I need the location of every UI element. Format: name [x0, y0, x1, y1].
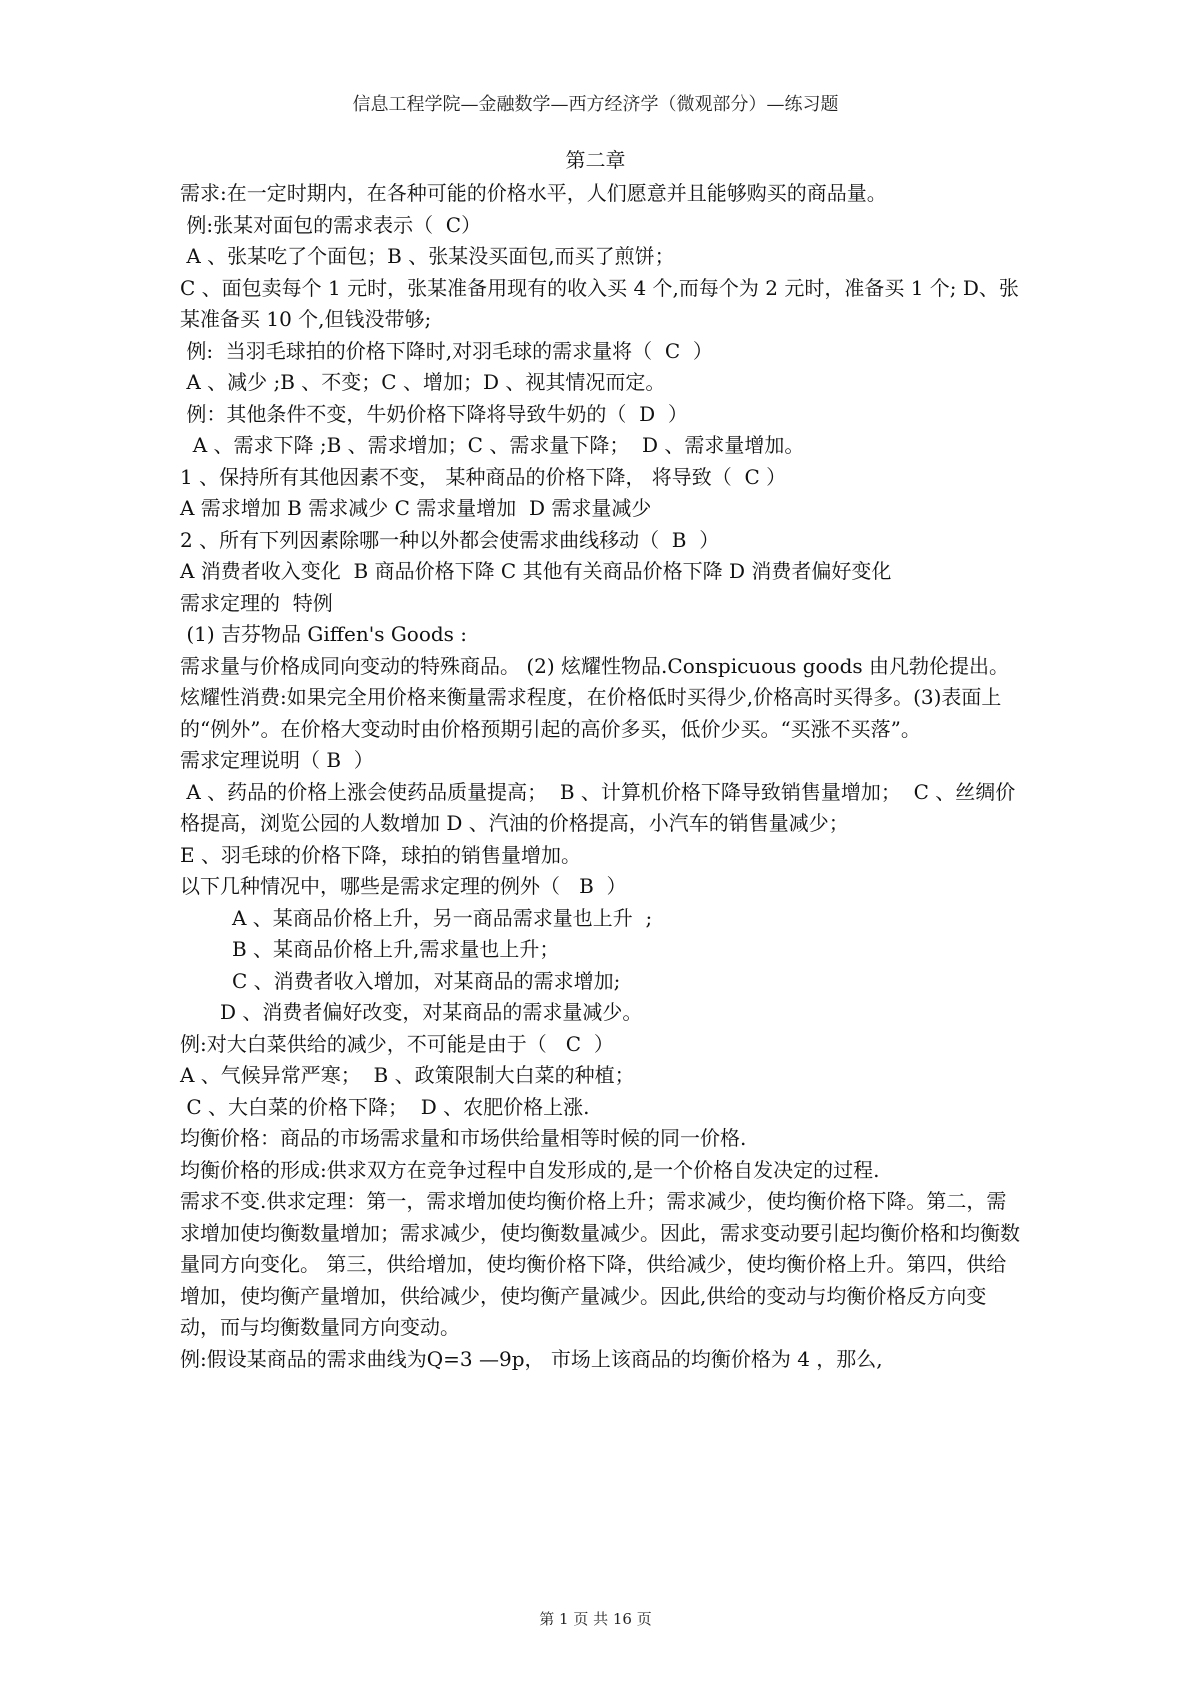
page-header: 信息工程学院—金融数学—西方经济学（微观部分）—练习题: [352, 94, 839, 115]
paragraph: A 消费者收入变化 B 商品价格下降 C 其他有关商品价格下降 D 消费者偏好变化: [180, 559, 892, 583]
paragraph: 1 、保持所有其他因素不变， 某种商品的价格下降， 将导致（ C ）: [180, 464, 787, 489]
paragraph: C 、面包卖每个 1 元时，张某准备用现有的收入买 4 个,而每个为 2 元时，准备买 1 个; D、张某准备买 10 个,但钱没带够;: [180, 275, 1019, 331]
paragraph: 均衡价格：商品的市场需求量和市场供给量相等时候的同一价格.: [180, 1126, 747, 1150]
option-item: A 、某商品价格上升，另一商品需求量也上升 ;: [232, 905, 653, 930]
paragraph: A 、气候异常严寒； B 、政策限制大白菜的种植；: [180, 1063, 635, 1087]
paragraph: A 、需求下降 ;B 、需求增加；C 、需求量下降； D 、需求量增加。: [180, 433, 805, 457]
paragraph: 均衡价格的形成:供求双方在竞争过程中自发形成的,是一个价格自发决定的过程.: [180, 1157, 880, 1182]
document-body: [180, 178, 1020, 1375]
paragraph: 需求定理说明（ B ）: [180, 748, 374, 772]
paragraph: A 需求增加 B 需求减少 C 需求量增加 D 需求量减少: [180, 496, 652, 520]
paragraph: 例：其他条件不变，牛奶价格下降将导致牛奶的（ D ）: [180, 401, 688, 426]
paragraph: C 、大白菜的价格下降； D 、农肥价格上涨.: [180, 1094, 590, 1119]
paragraph: A 、药品的价格上涨会使药品质量提高； B 、计算机价格下降导致销售量增加； C 、丝绸价格提高，浏览公园的人数增加 D 、汽油的价格提高，小汽车的销售量减少；: [180, 779, 1016, 835]
paragraph: 例:张某对面包的需求表示（ C）: [180, 212, 482, 237]
paragraph: 需求量与价格成同向变动的特殊商品。 (2) 炫耀性物品.Conspicuous goods 由凡勃伦提出。炫耀性消费:如果完全用价格来衡量需求程度，在价格低时买得少,价格高时买得多。(3)表面上的“例外”。在价格大变动时由价格预期引起的高价多买，低价少买。“买涨不买落”。: [180, 653, 1010, 741]
paragraph: 例: 当羽毛球拍的价格下降时,对羽毛球的需求量将（ C ）: [180, 338, 713, 363]
paragraph: 需求:在一定时期内，在各种可能的价格水平，人们愿意并且能够购买的商品量。: [180, 181, 887, 205]
paragraph: 以下几种情况中，哪些是需求定理的例外（ B ）: [180, 874, 627, 898]
paragraph: 例:对大白菜供给的减少，不可能是由于（ C ）: [180, 1031, 614, 1056]
chapter-title: 第二章: [565, 148, 626, 172]
paragraph: 需求不变.供求定理：第一，需求增加使均衡价格上升；需求减少，使均衡价格下降。第二，需求增加使均衡数量增加；需求减少，使均衡数量减少。因此，需求变动要引起均衡价格和均衡数量同方向变化。 第三，供给增加，使均衡价格下降，供给减少，使均衡价格上升。第四，供给增加，使均衡产量增加，供给减少，使均衡产量减少。因此,供给的变动与均衡价格反方向变动，而与均衡数量同方向变动。: [180, 1189, 1020, 1339]
page-footer: 第 1 页 共 16 页: [539, 1610, 652, 1628]
option-item: D 、消费者偏好改变，对某商品的需求量减少。: [220, 1000, 643, 1024]
paragraph: E 、羽毛球的价格下降，球拍的销售量增加。: [180, 842, 581, 867]
paragraph: (1) 吉芬物品 Giffen's Goods :: [180, 622, 468, 646]
paragraph: 需求定理的 特例: [180, 590, 333, 615]
option-item: B 、某商品价格上升,需求量也上升；: [232, 937, 560, 961]
option-item: C 、消费者收入增加，对某商品的需求增加;: [232, 968, 621, 993]
paragraph: A 、张某吃了个面包；B 、张某没买面包,而买了煎饼；: [180, 244, 675, 268]
paragraph: A 、减少 ;B 、不变；C 、增加；D 、视其情况而定。: [180, 370, 666, 394]
paragraph: 例:假设某商品的需求曲线为Q=3 —9p， 市场上该商品的均衡价格为 4 ，那么,: [180, 1346, 883, 1371]
paragraph: 2 、所有下列因素除哪一种以外都会使需求曲线移动（ B ）: [180, 527, 720, 552]
